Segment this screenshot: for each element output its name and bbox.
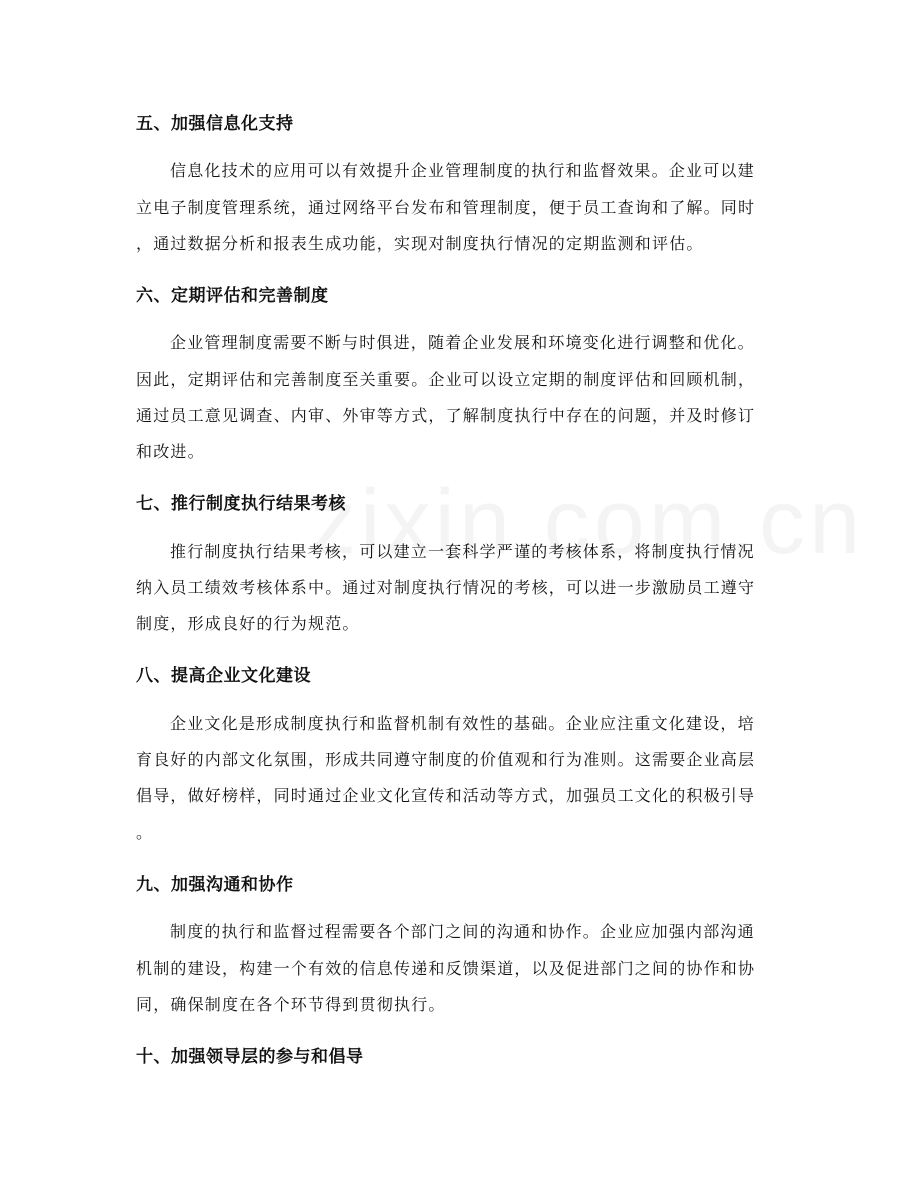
paragraph-line: 。 bbox=[136, 823, 154, 842]
paragraph-line: 倡导，做好榜样，同时通过企业文化宣传和活动等方式，加强员工文化的积极引导 bbox=[136, 786, 756, 805]
paragraph-line: 机制的建设，构建一个有效的信息传递和反馈渠道，以及促进部门之间的协作和协 bbox=[136, 959, 756, 978]
section-heading-6: 六、定期评估和完善制度 bbox=[136, 286, 329, 306]
section-heading-7: 七、推行制度执行结果考核 bbox=[136, 494, 346, 514]
paragraph-line: 制度的执行和监督过程需要各个部门之间的沟通和协作。企业应加强内部沟通 bbox=[170, 922, 755, 941]
paragraph-line: 育良好的内部文化氛围，形成共同遵守制度的价值观和行为准则。这需要企业高层 bbox=[136, 750, 756, 769]
paragraph-line: ，通过数据分析和报表生成功能，实现对制度执行情况的定期监测和评估。 bbox=[136, 234, 704, 253]
section-heading-10: 十、加强领导层的参与和倡导 bbox=[136, 1047, 364, 1067]
section-heading-9: 九、加强沟通和协作 bbox=[136, 875, 294, 895]
paragraph-line: 同，确保制度在各个环节得到贯彻执行。 bbox=[136, 995, 446, 1014]
paragraph-line: 制度，形成良好的行为规范。 bbox=[136, 614, 360, 633]
paragraph-line: 立电子制度管理系统，通过网络平台发布和管理制度，便于员工查询和了解。同时 bbox=[136, 198, 756, 217]
section-heading-8: 八、提高企业文化建设 bbox=[136, 666, 311, 686]
paragraph-line: 推行制度执行结果考核，可以建立一套科学严谨的考核体系，将制度执行情况 bbox=[170, 542, 755, 561]
paragraph-line: 纳入员工绩效考核体系中。通过对制度执行情况的考核，可以进一步激励员工遵守 bbox=[136, 578, 756, 597]
section-heading-5: 五、加强信息化支持 bbox=[136, 114, 294, 134]
paragraph-line: 信息化技术的应用可以有效提升企业管理制度的执行和监督效果。企业可以建 bbox=[170, 161, 755, 180]
paragraph-line: 企业文化是形成制度执行和监督机制有效性的基础。企业应注重文化建设，培 bbox=[170, 714, 755, 733]
paragraph-line: 和改进。 bbox=[136, 442, 205, 461]
paragraph-line: 企业管理制度需要不断与时俱进，随着企业发展和环境变化进行调整和优化。 bbox=[170, 333, 755, 352]
paragraph-line: 因此，定期评估和完善制度至关重要。企业可以设立定期的制度评估和回顾机制， bbox=[136, 370, 756, 389]
paragraph-line: 通过员工意见调查、内审、外审等方式，了解制度执行中存在的问题，并及时修订 bbox=[136, 406, 756, 425]
